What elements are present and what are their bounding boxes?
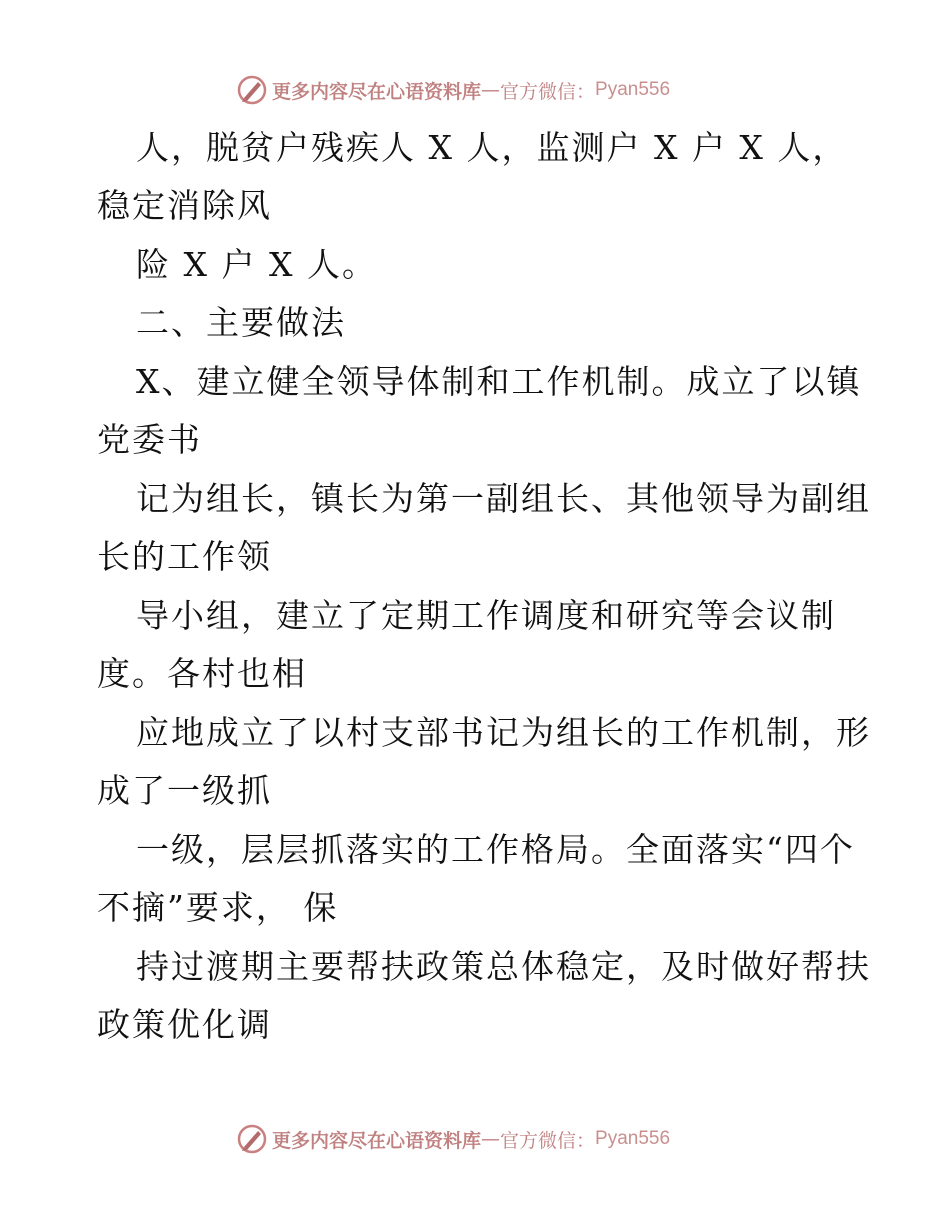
text-line: 人，脱贫户残疾人 X 人，监测户 X 户 X 人， [136, 128, 848, 167]
section-heading: 二、主要做法 [136, 303, 346, 342]
watermark-brand-text: 更多内容尽在心语资料库 [272, 80, 482, 103]
text-line: 党委书 [97, 420, 202, 459]
quill-logo-icon [236, 1123, 268, 1155]
text-line: 度。各村也相 [97, 654, 307, 693]
watermark-dash: — [481, 1128, 501, 1150]
text-line: 不摘”要求， 保 [97, 888, 339, 927]
text-line: 记为组长，镇长为第一副组长、其他领导为副组 [136, 479, 871, 518]
text-line: 应地成立了以村支部书记为组长的工作机制，形 [136, 713, 871, 752]
text-line: 长的工作领 [97, 537, 272, 576]
header-watermark [236, 73, 670, 107]
text-line: 导小组，建立了定期工作调度和研究等会议制 [136, 596, 836, 635]
watermark-wechat-id: Pyan556 [595, 79, 671, 100]
text-line: 一级，层层抓落实的工作格局。全面落实“四个 [136, 830, 855, 869]
quill-logo-icon [236, 74, 268, 106]
watermark-official-label: 官方微信： [500, 1129, 596, 1152]
text-line: 成了一级抓 [97, 771, 272, 810]
footer-watermark [236, 1122, 670, 1156]
text-line: 持过渡期主要帮扶政策总体稳定，及时做好帮扶 [136, 947, 871, 986]
text-line: X、建立健全领导体制和工作机制。成立了以镇 [136, 362, 862, 401]
watermark-official-label: 官方微信： [500, 80, 596, 103]
text-line: 险 X 户 X 人。 [136, 245, 377, 284]
text-line: 政策优化调 [97, 1005, 272, 1044]
watermark-wechat-id: Pyan556 [595, 1128, 671, 1149]
text-line: 稳定消除风 [97, 186, 272, 225]
watermark-dash: — [481, 79, 501, 101]
watermark-brand-text: 更多内容尽在心语资料库 [272, 1129, 482, 1152]
